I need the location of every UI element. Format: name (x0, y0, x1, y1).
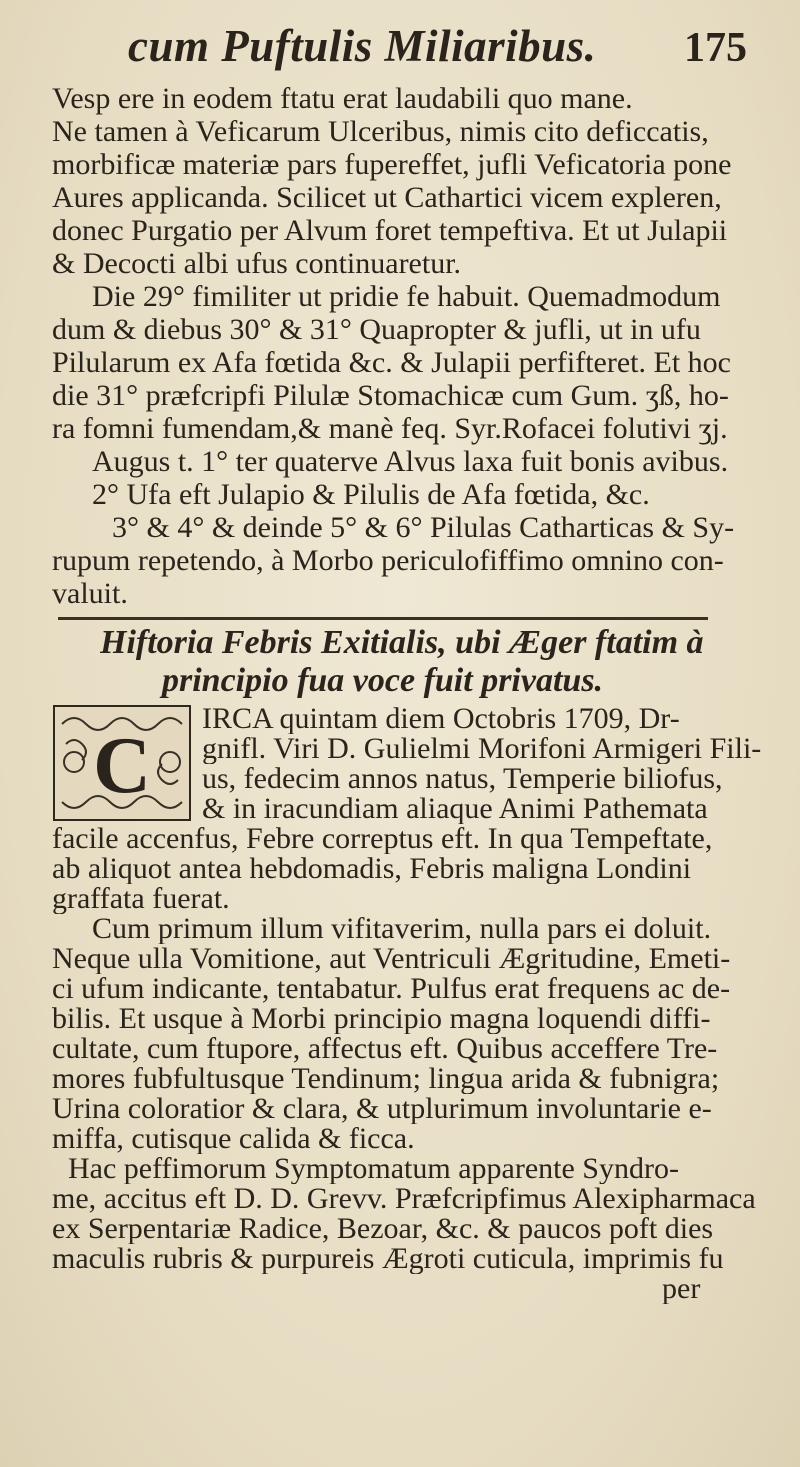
catchword: per (662, 1274, 701, 1304)
text-line: Die 29° fimiliter ut pridie fe habuit. Quemadmodum (92, 280, 721, 313)
text-line: ci ufum indicante, tentabatur. Pulfus erat frequens ac de- (52, 974, 731, 1004)
text-line: Aures applicanda. Scilicet ut Cathartici vicem expleren, (52, 181, 722, 214)
text-line: me, accitus eft D. D. Grevv. Præfcripfimus Alexipharmaca (52, 1184, 756, 1214)
text-line: Hac peffimorum Symptomatum apparente Syndro- (68, 1154, 679, 1184)
text-line: donec Purgatio per Alvum foret tempeftiva. Et ut Julapii (52, 214, 728, 247)
text-line: dum & diebus 30° & 31° Quapropter & jufli, ut in ufu (52, 313, 701, 346)
text-line: rupum repetendo, à Morbo periculofiffimo omnino con- (52, 544, 724, 577)
text-line: facile accenfus, Febre correptus eft. In qua Tempeftate, (52, 824, 713, 854)
text-line: 2° Ufa eft Julapio & Pilulis de Afa fœtida, &c. (92, 478, 650, 511)
text-line: Cum primum illum vifitaverim, nulla pars ei doluit. (92, 914, 712, 944)
text-line: mores fubfultusque Tendinum; lingua arida & fubnigra; (52, 1064, 720, 1094)
text-line: cultate, cum ftupore, affectus eft. Quibus acceffere Tre- (52, 1034, 718, 1064)
text-line: ex Serpentariæ Radice, Bezoar, &c. & paucos poft dies (52, 1214, 714, 1244)
text-line: Neque ulla Vomitione, aut Ventriculi Ægritudine, Emeti- (52, 944, 731, 974)
text-line: Ne tamen à Veficarum Ulceribus, nimis cito deficcatis, (52, 115, 709, 148)
page-number: 175 (684, 25, 747, 71)
dropcap-letter: C (93, 722, 151, 810)
case-continuation-text (52, 82, 782, 610)
text-line: Augus t. 1° ter quaterve Alvus laxa fuit bonis avibus. (92, 445, 729, 478)
text-line: morbificæ materiæ pars fupereffet, jufli Veficatoria pone (52, 148, 732, 181)
text-line: & in iracundiam aliaque Animi Pathemata (202, 794, 708, 824)
section-divider (58, 617, 708, 620)
text-line: graffata fuerat. (52, 884, 230, 914)
text-line: ab aliquot antea hebdomadis, Febris maligna Londini (52, 854, 692, 884)
text-line: Vesp ere in eodem ftatu erat laudabili quo mane. (52, 82, 633, 115)
heading-line-2: principio fua voce fuit privatus. (162, 662, 604, 699)
text-line: valuit. (52, 577, 128, 610)
text-line: Pilularum ex Afa fœtida &c. & Julapii perfifteret. Et hoc (52, 346, 731, 379)
text-line: die 31° præfcripfi Pilulæ Stomachicæ cum Gum. ʒß, ho- (52, 379, 729, 412)
text-line: us, fedecim annos natus, Temperie biliofus, (202, 764, 723, 794)
text-line: maculis rubris & purpureis Ægroti cuticula, imprimis fu (52, 1244, 724, 1274)
text-line: 3° & 4° & deinde 5° & 6° Pilulas Catharticas & Sy- (112, 511, 735, 544)
text-line: & Decocti albi ufus continuaretur. (52, 247, 462, 280)
heading-line-1: Hiftoria Febris Exitialis, ubi Æger ftatim à (100, 624, 704, 661)
text-line: ra fomni fumendam,& manè feq. Syr.Rofacei folutivi ʒj. (52, 412, 728, 445)
text-line: IRCA quintam diem Octobris 1709, Dr- (202, 704, 680, 734)
page-header (0, 14, 800, 78)
text-line: gnifl. Viri D. Gulielmi Morifoni Armigeri Fili- (202, 734, 762, 764)
text-line: miffa, cutisque calida & ficca. (52, 1124, 415, 1154)
text-line: bilis. Et usque à Morbi principio magna loquendi diffi- (52, 1004, 711, 1034)
case-history-text (52, 704, 782, 1304)
running-title: cum Puftulis Miliaribus. (128, 21, 597, 71)
section-heading (100, 624, 740, 700)
text-line: Urina coloratior & clara, & utplurimum involuntarie e- (52, 1094, 712, 1124)
